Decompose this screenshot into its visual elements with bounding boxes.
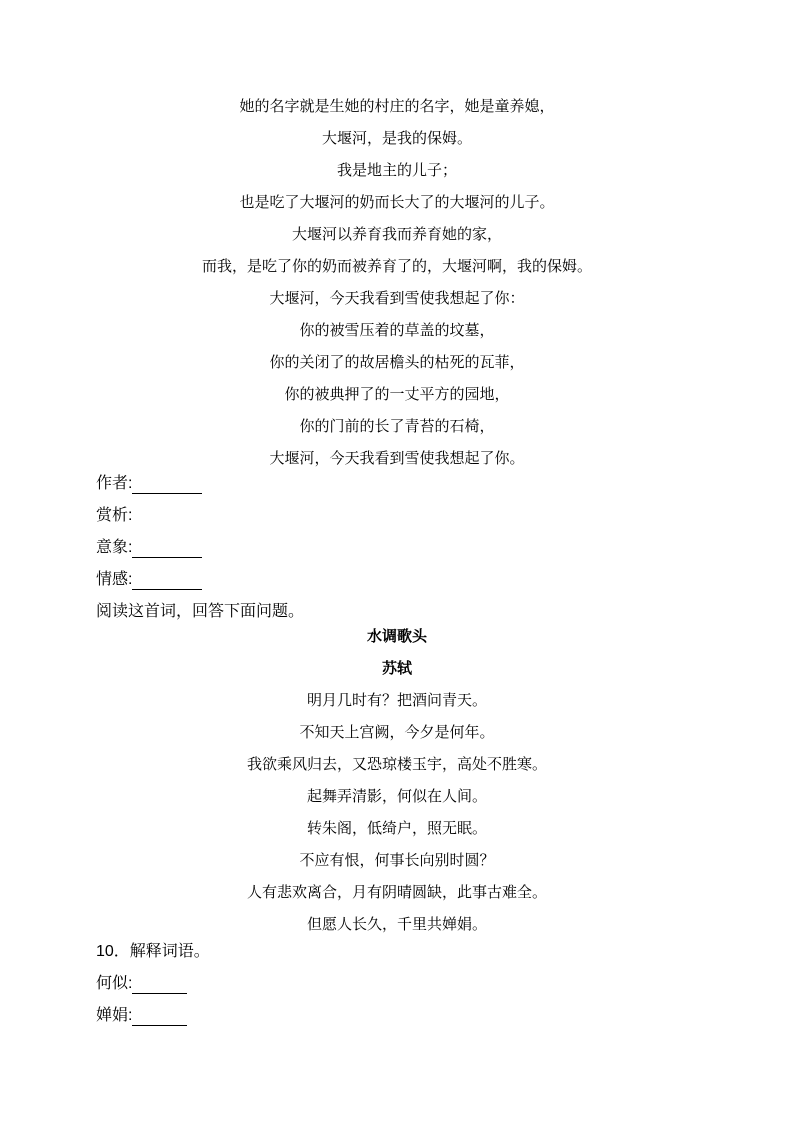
poem-line: 我欲乘风归去，又恐琼楼玉宇，高处不胜寒。 bbox=[246, 755, 547, 773]
question-10: 10．解释词语。 bbox=[96, 943, 210, 960]
author-label: 作者: bbox=[96, 475, 133, 492]
emotion-label: 情感: bbox=[96, 571, 133, 588]
poem-line: 你的被典押了的一丈平方的园地， bbox=[284, 385, 510, 403]
hesi-question bbox=[96, 974, 696, 1006]
poem-line: 大堰河，今天我看到雪使我想起了你： bbox=[269, 289, 525, 307]
poem-line: 而我，是吃了你的奶而被养育了的，大堰河啊，我的保姆。 bbox=[201, 257, 592, 275]
imagery-question bbox=[96, 538, 696, 570]
emotion-blank[interactable] bbox=[132, 572, 202, 590]
author-question bbox=[96, 474, 696, 506]
poem-line: 明月几时有？把酒问青天。 bbox=[306, 691, 487, 709]
question-block-2 bbox=[96, 942, 696, 1038]
poem-line: 你的关闭了的故居檐头的枯死的瓦菲， bbox=[269, 353, 525, 371]
hesi-label: 何似: bbox=[96, 975, 133, 992]
poem-line: 她的名字就是生她的村庄的名字，她是童养媳， bbox=[239, 97, 555, 115]
poem-line: 人有悲欢离合，月有阴晴圆缺，此事古难全。 bbox=[246, 883, 547, 901]
chanjuan-label: 婵娟: bbox=[96, 1007, 133, 1024]
imagery-label: 意象: bbox=[96, 539, 133, 556]
appreciation-question bbox=[96, 506, 696, 538]
reading-instruction: 阅读这首词，回答下面问题。 bbox=[96, 603, 305, 620]
poem-line: 大堰河，今天我看到雪使我想起了你。 bbox=[269, 449, 525, 467]
chanjuan-question bbox=[96, 1006, 696, 1038]
poem-line: 大堰河以养育我而养育她的家， bbox=[291, 225, 502, 243]
poem-line: 大堰河，是我的保姆。 bbox=[321, 129, 472, 147]
poem-line: 不知天上宫阙，今夕是何年。 bbox=[299, 723, 495, 741]
poem-shuidiaogetou bbox=[0, 626, 794, 946]
question-block-1 bbox=[96, 474, 696, 634]
chanjuan-blank[interactable] bbox=[132, 1008, 187, 1026]
poem-line: 起舞弄清影，何似在人间。 bbox=[306, 787, 487, 805]
author-blank[interactable] bbox=[132, 476, 202, 494]
poem-dayanhe bbox=[0, 96, 794, 480]
emotion-question bbox=[96, 570, 696, 602]
poem-line: 你的被雪压着的草盖的坟墓， bbox=[299, 321, 495, 339]
imagery-blank[interactable] bbox=[132, 540, 202, 558]
hesi-blank[interactable] bbox=[132, 976, 187, 994]
poem-line: 我是地主的儿子； bbox=[336, 161, 457, 179]
poem-line: 也是吃了大堰河的奶而长大了的大堰河的儿子。 bbox=[239, 193, 555, 211]
poem-line: 不应有恨，何事长向别时圆？ bbox=[299, 851, 495, 869]
poem-line: 转朱阁，低绮户，照无眠。 bbox=[306, 819, 487, 837]
poem-line: 但愿人长久，千里共婵娟。 bbox=[306, 915, 487, 933]
poem-line: 你的门前的长了青苔的石椅， bbox=[299, 417, 495, 435]
poem-title: 水调歌头 bbox=[366, 627, 427, 645]
poem-author: 苏轼 bbox=[381, 659, 412, 677]
appreciation-label: 赏析: bbox=[96, 507, 133, 524]
